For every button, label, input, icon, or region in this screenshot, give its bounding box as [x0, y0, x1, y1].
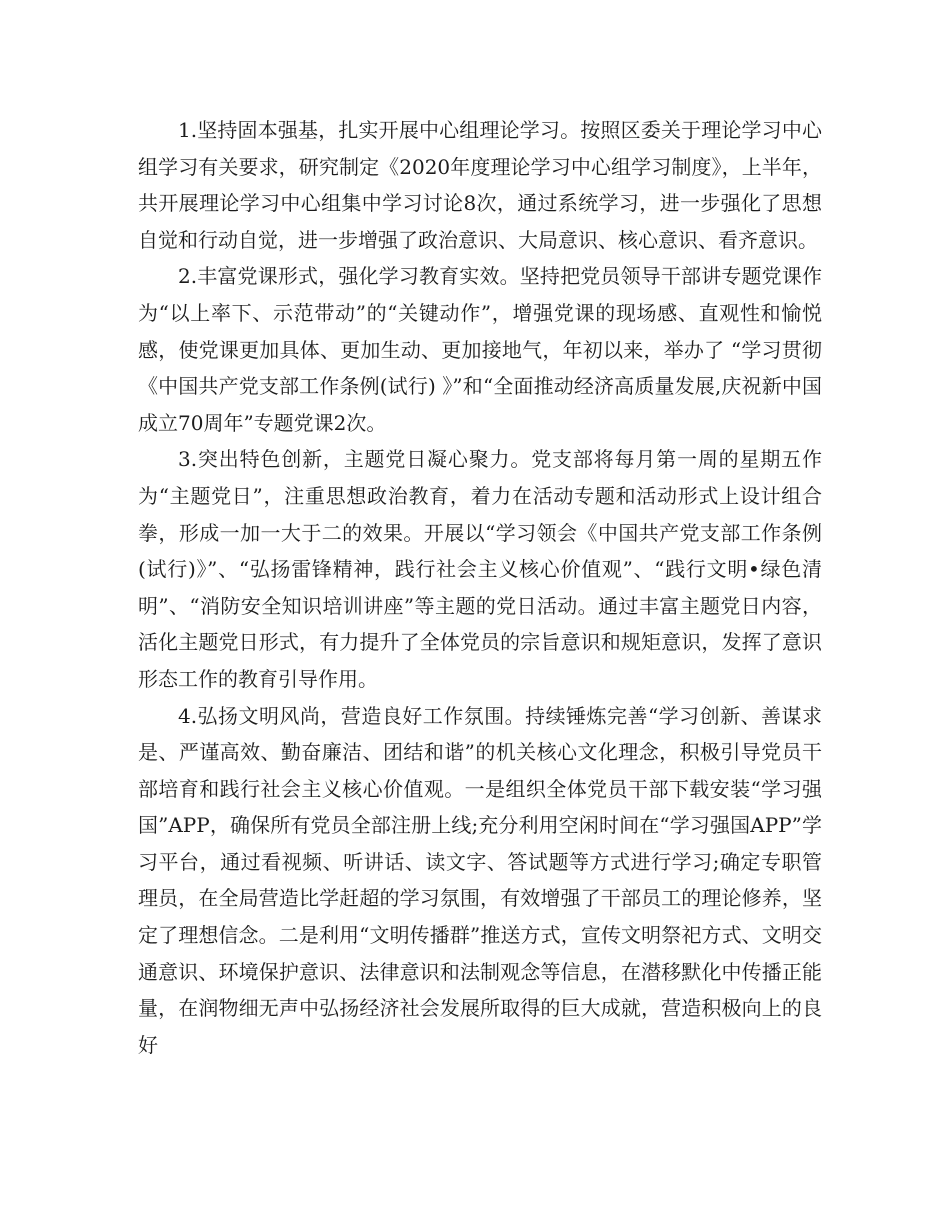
paragraph-4: 4.弘扬文明风尚，营造良好工作氛围。持续锤炼完善“学习创新、善谋求是、严谨高效、勤奋廉洁、团结和谐”的机关核心文化理念，积极引导党员干部培育和践行社会主义核心价值观。一是组织全体党员干部下载安装“学习强国”APP，确保所有党员全部注册上线;充分利用空闲时间在“学习强国APP”学习平台，通过看视频、听讲话、读文字、答试题等方式进行学习;确定专职管理员，在全局营造比学赶超的学习氛围，有效增强了干部员工的理论修养，坚定了理想信念。二是利用“文明传播群”推送方式，宣传文明祭祀方式、文明交通意识、环境保护意识、法律意识和法制观念等信息，在潜移默化中传播正能量，在润物细无声中弘扬经济社会发展所取得的巨大成就，营造积极向上的良好 [138, 703, 822, 1057]
paragraph-1: 1.坚持固本强基，扎实开展中心组理论学习。按照区委关于理论学习中心组学习有关要求，研究制定《2020年度理论学习中心组学习制度》，上半年，共开展理论学习中心组集中学习讨论8次，通过系统学习，进一步强化了思想自觉和行动自觉，进一步增强了政治意识、大局意识、核心意识、看齐意识。 [138, 118, 822, 252]
document-body [138, 112, 822, 1063]
paragraph-2: 2.丰富党课形式，强化学习教育实效。坚持把党员领导干部讲专题党课作为“以上率下、示范带动”的“关键动作”，增强党课的现场感、直观性和愉悦感，使党课更加具体、更加生动、更加接地气，年初以来，举办了 “学习贯彻《中国共产党支部工作条例(试行) 》”和“全面推动经济高质量发展,庆祝新中国成立70周年”专题党课2次。 [138, 264, 822, 435]
paragraph-3: 3.突出特色创新，主题党日凝心聚力。党支部将每月第一周的星期五作为“主题党日”，注重思想政治教育，着力在活动专题和活动形式上设计组合拳，形成一加一大于二的效果。开展以“学习领会《中国共产党支部工作条例(试行)》”、“弘扬雷锋精神，践行社会主义核心价值观”、“践行文明•绿色清明”、“消防安全知识培训讲座”等主题的党日活动。通过丰富主题党日内容，活化主题党日形式，有力提升了全体党员的宗旨意识和规矩意识，发挥了意识形态工作的教育引导作用。 [138, 447, 822, 691]
